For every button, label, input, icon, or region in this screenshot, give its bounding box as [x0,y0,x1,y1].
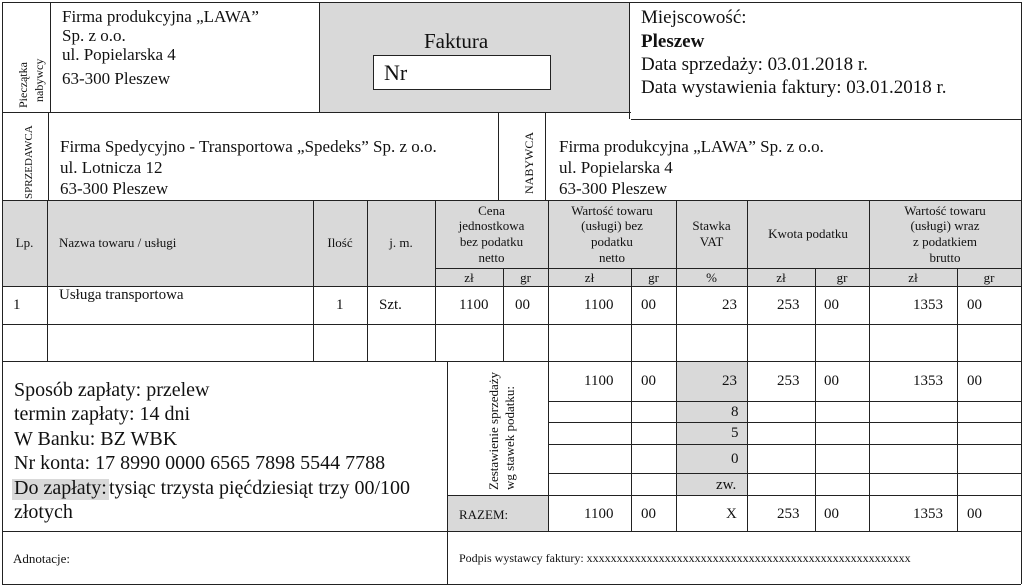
seller-street: ul. Lotnicza 12 [60,158,163,177]
item-qty: 1 [336,297,344,313]
total-tax-gr: 00 [824,506,839,522]
col-header-lp: Lp. [15,235,34,250]
item-net-gr: 00 [641,297,656,313]
due-amount-words: tysiąc trzysta pięćdziesiąt trzy 00/100 [109,477,411,499]
place-value: Pleszew [641,31,705,52]
summary-net-gr: 00 [641,373,656,389]
summary-rate: 0 [731,451,739,467]
payment-method: Sposób zapłaty: przelew [14,379,210,401]
col-header-unit: j. m. [389,235,413,250]
subheader-zl: zł [584,270,595,285]
col-header-net-value: podatku [591,234,633,249]
summary-rate: zw. [716,477,737,493]
invoice-title: Faktura [424,29,489,53]
issuer-city: 63-300 Pleszew [62,69,171,88]
item-price-zl: 1100 [459,297,489,313]
item-tax-gr: 00 [824,297,839,313]
invoice-number-label: Nr [384,60,408,85]
sale-date: Data sprzedaży: 03.01.2018 r. [641,54,868,75]
subheader-gr: gr [520,270,531,285]
item-unit: Szt. [379,297,402,313]
seller-label: SPRZEDAWCA [23,125,35,199]
subheader-zl: zł [464,270,474,285]
item-price-gr: 00 [515,297,530,313]
buyer-city: 63-300 Pleszew [559,179,668,198]
item-gross-gr: 00 [967,297,982,313]
col-header-name: Nazwa towaru / usługi [59,235,177,250]
col-header-net-value: netto [599,250,625,265]
item-net-zl: 1100 [584,297,614,313]
stamp-label-2: nabywcy [32,58,46,102]
total-net-zl: 1100 [584,506,614,522]
summary-rate: 23 [722,373,737,389]
col-header-gross: Wartość towaru [904,203,986,218]
col-header-qty: Ilość [327,235,353,250]
issuer-street: ul. Popielarska 4 [62,45,176,64]
due-label: Do zapłaty: [14,477,107,499]
col-header-gross: (usługi) wraz [910,218,980,233]
summary-gross-gr: 00 [967,373,982,389]
seller-city: 63-300 Pleszew [60,179,169,198]
item-gross-zl: 1353 [913,297,943,313]
total-rate: X [726,506,737,522]
col-header-gross: brutto [929,250,961,265]
subheader-zl: zł [908,270,918,285]
col-header-gross: z podatkiem [913,234,977,249]
item-vat: 23 [722,297,737,313]
seller-name: Firma Spedycyjno - Transportowa „Spedeks” Sp. z o.o. [60,137,437,156]
col-header-price: Cena [478,203,505,218]
total-gross-zl: 1353 [913,506,943,522]
subheader-gr: gr [983,270,995,285]
buyer-label: NABYWCA [522,132,536,194]
col-header-net-value: (usługi) bez [581,218,643,233]
summary-tax-zl: 253 [777,373,800,389]
col-header-price: bez podatku [459,234,524,249]
due-amount-words-2: złotych [14,501,73,523]
stamp-label: Pieczątka [16,62,30,108]
notes-label: Adnotacje: [13,551,71,566]
col-header-net-value: Wartość towaru [571,203,653,218]
subheader-gr: gr [648,270,659,285]
issuer-name: Firma produkcyjna „LAWA” [62,7,259,26]
bank-name: W Banku: BZ WBK [14,428,178,450]
col-header-tax-amount: Kwota podatku [768,226,848,241]
total-label: RAZEM: [459,507,509,522]
subheader-pct: % [706,270,717,285]
item-tax-zl: 253 [777,297,800,313]
col-header-vat-rate: VAT [699,234,724,249]
summary-gross-zl: 1353 [913,373,943,389]
item-name: Usługa transportowa [59,287,184,303]
summary-tax-gr: 00 [824,373,839,389]
total-net-gr: 00 [641,506,656,522]
buyer-street: ul. Popielarska 4 [559,158,673,177]
summary-rate: 5 [731,425,739,441]
col-header-vat-rate: Stawka [692,218,731,233]
place-label: Miejscowość: [641,7,747,28]
buyer-name: Firma produkcyjna „LAWA” Sp. z o.o. [559,137,824,156]
summary-net-zl: 1100 [584,373,614,389]
issue-date: Data wystawienia faktury: 03.01.2018 r. [641,77,947,98]
total-tax-zl: 253 [777,506,800,522]
summary-label: Zestawienie sprzedaży [486,371,501,490]
col-header-price: jednostkowa [458,218,525,233]
summary-label-2: wg stawek podatku: [502,386,517,490]
payment-term: termin zapłaty: 14 dni [14,403,191,425]
item-lp: 1 [13,297,21,313]
total-gross-gr: 00 [967,506,982,522]
signature-line: Podpis wystawcy faktury: xxxxxxxxxxxxxxxxxxxxxxxxxxxxxxxxxxxxxxxxxxxxxxxxxxxxxx [459,551,911,565]
summary-rate: 8 [731,404,739,420]
subheader-zl: zł [776,270,786,285]
col-header-price: netto [478,250,505,265]
account-number: Nr konta: 17 8990 0000 6565 7898 5544 7788 [14,452,386,474]
issuer-form: Sp. z o.o. [62,26,126,45]
subheader-gr: gr [836,270,848,285]
